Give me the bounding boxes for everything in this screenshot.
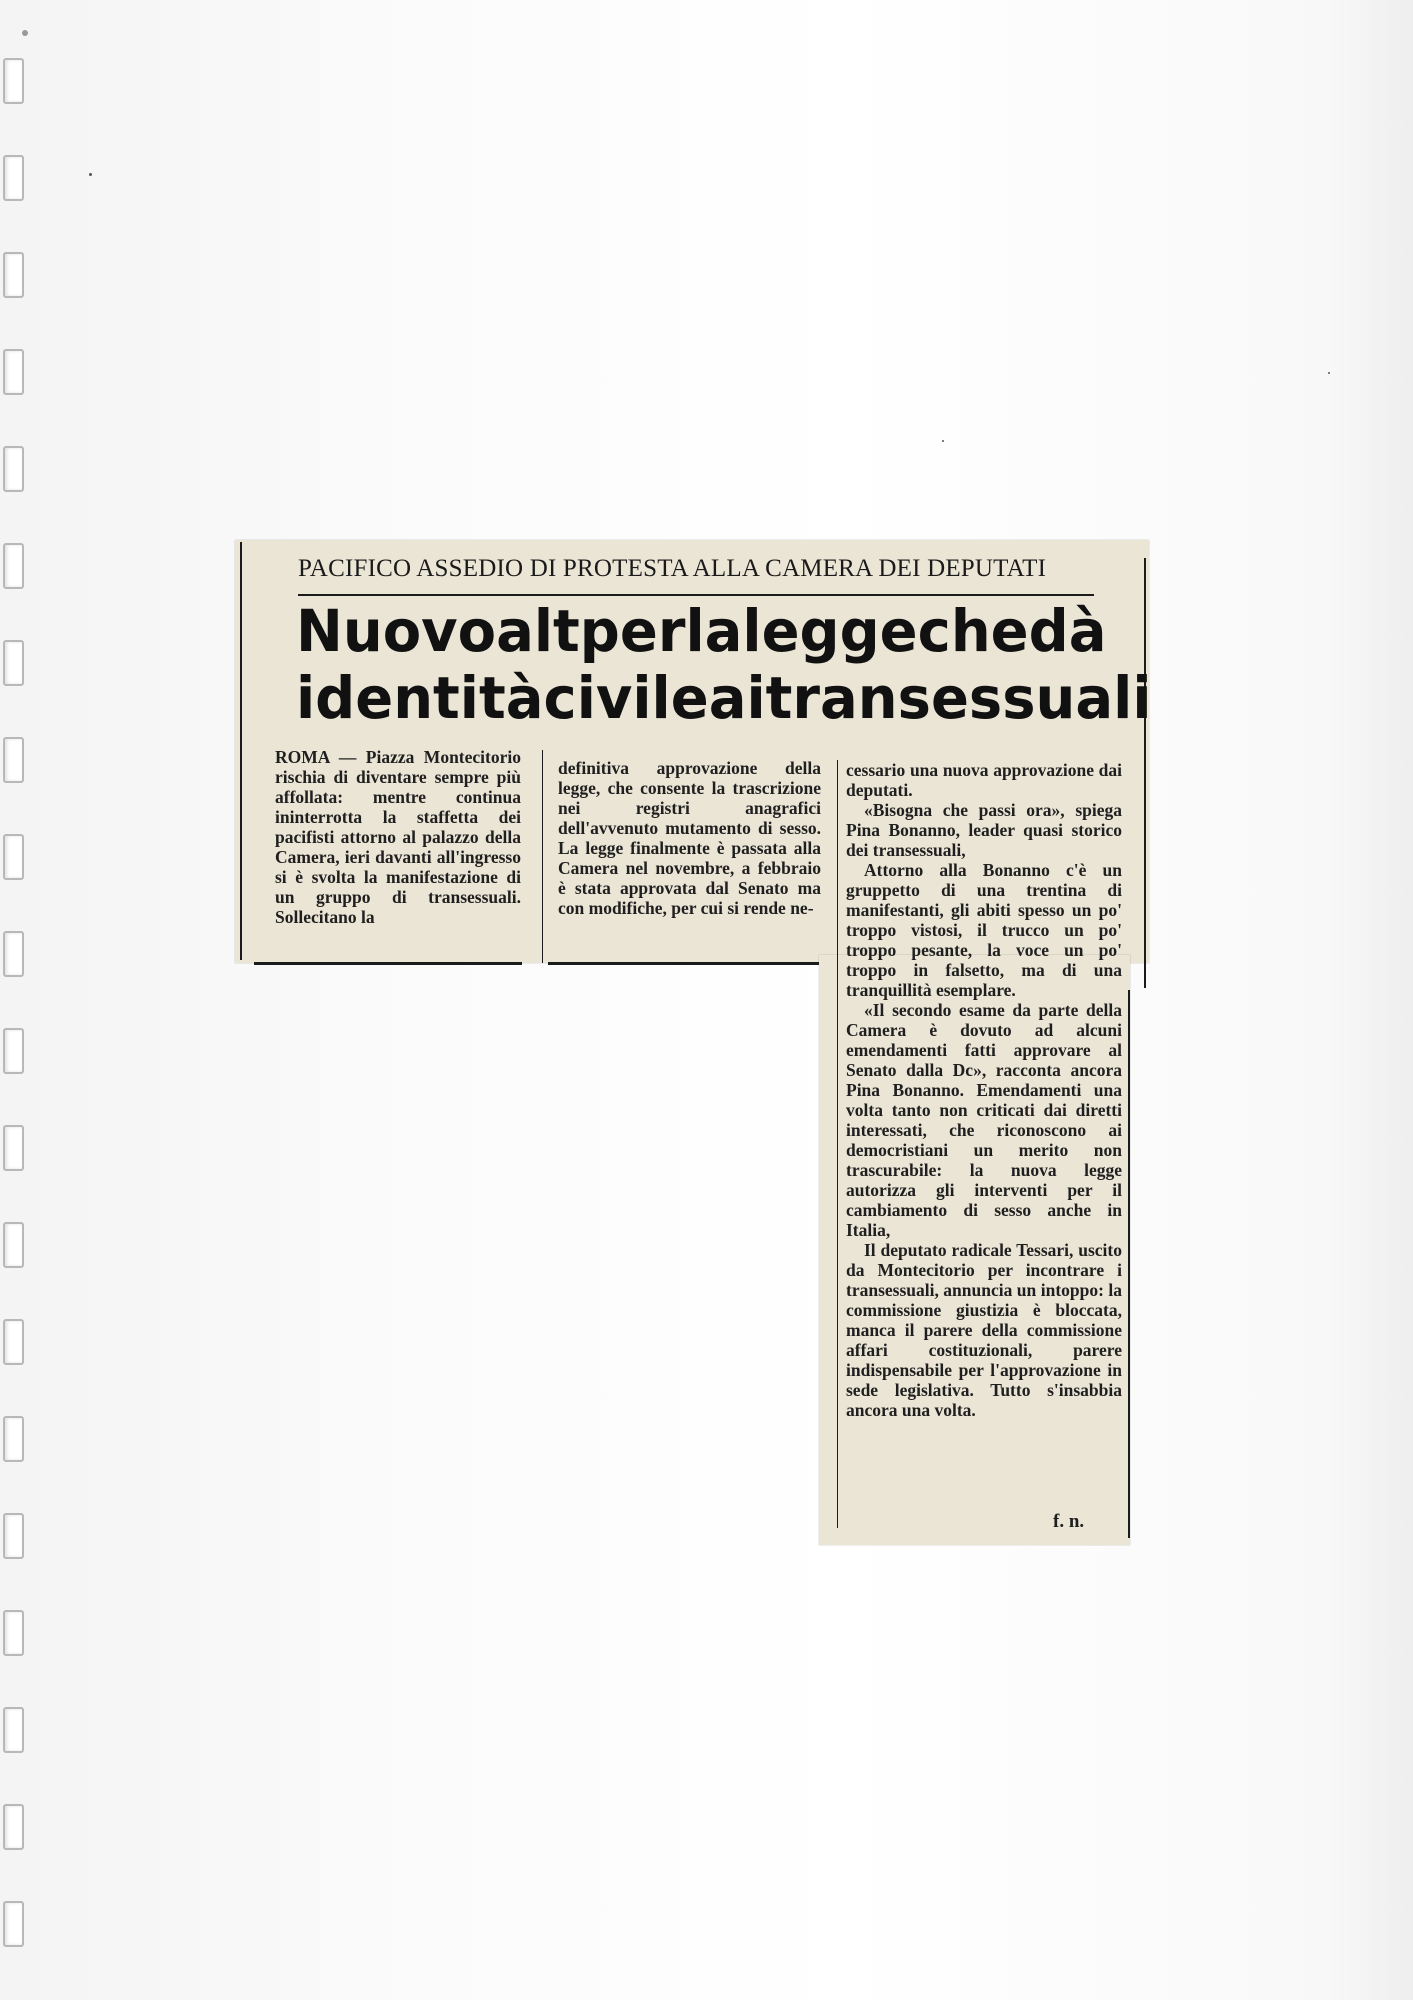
right-border-rule-lower bbox=[1128, 990, 1130, 1538]
binder-hole bbox=[3, 1028, 24, 1074]
column-divider bbox=[542, 750, 543, 963]
binder-hole bbox=[3, 349, 24, 395]
article-kicker: PACIFICO ASSEDIO DI PROTESTA ALLA CAMERA DEI DEPUTATI bbox=[298, 555, 1047, 582]
binder-hole bbox=[3, 543, 24, 589]
binder-hole bbox=[3, 834, 24, 880]
binder-hole bbox=[3, 1416, 24, 1462]
column-3-paragraph: «Il secondo esame da parte della Camera è dovuto ad alcuni emendamenti fatti approvare al Senato dalla Dc», racconta ancora Pina Bonanno. Emendamenti una volta tanto non criticati dai diretti interessati, che riconoscono ai democristiani un merito non trascurabile: la nuova legge autorizza gli interventi per il cambiamento di sesso anche in Italia, bbox=[846, 1000, 1122, 1240]
column-3-paragraph: «Bisogna che passi ora», spiega Pina Bonanno, leader quasi storico dei transessuali, bbox=[846, 800, 1122, 860]
headline-word: ai bbox=[708, 664, 766, 732]
binder-hole bbox=[3, 155, 24, 201]
headline-word: transessuali bbox=[765, 664, 1152, 732]
article-headline bbox=[296, 597, 1152, 732]
binder-hole bbox=[3, 1513, 24, 1559]
column-3-paragraph: Attorno alla Bonanno c'è un gruppetto di una trentina di manifestanti, gli abiti spesso un po' troppo vistosi, il trucco un po' troppo pesante, la voce un po' troppo in falsetto, ma di una tranquillità esemplare. bbox=[846, 860, 1122, 1000]
left-border-rule bbox=[240, 542, 242, 960]
binder-hole bbox=[3, 1707, 24, 1753]
author-initials: f. n. bbox=[1053, 1511, 1085, 1532]
binder-hole bbox=[3, 1901, 24, 1947]
article-column-1 bbox=[275, 747, 521, 927]
headline-word: dà bbox=[1028, 597, 1107, 665]
binder-hole bbox=[3, 931, 24, 977]
headline-word: che bbox=[917, 597, 1029, 665]
headline-word: alt bbox=[496, 597, 580, 665]
column-3-paragraph: Il deputato radicale Tessari, uscito da Montecitorio per incontrare i transessuali, annuncia un intoppo: la commissione giustizia è bloccata, manca il parere della commissione affari costituzionali, parere indispensabile per l'approvazione in sede legislativa. Tutto s'insabbia ancora una volta. bbox=[846, 1240, 1122, 1420]
binder-hole bbox=[3, 1319, 24, 1365]
binder-hole bbox=[3, 446, 24, 492]
headline-word: legge bbox=[742, 597, 918, 665]
headline-word: per bbox=[579, 597, 686, 665]
article-column-3 bbox=[846, 760, 1122, 1420]
binder-hole bbox=[3, 737, 24, 783]
bottom-rule-col2 bbox=[548, 962, 819, 965]
headline-word: la bbox=[685, 597, 743, 665]
binder-hole bbox=[3, 1804, 24, 1850]
binder-hole bbox=[3, 1610, 24, 1656]
headline-line-2 bbox=[296, 664, 1152, 732]
binder-hole bbox=[3, 252, 24, 298]
column-2-paragraph: definitiva approvazione della legge, che consente la trascrizione nei registri anagrafici dell'avvenuto mutamento di sesso. La legge finalmente è passata alla Camera nel novembre, a febbraio è stata approvata dal Senato ma con modifiche, per cui si rende ne- bbox=[558, 758, 821, 918]
bottom-rule-col1 bbox=[254, 962, 522, 965]
headline-word: Nuovo bbox=[296, 597, 497, 665]
headline-line-1 bbox=[296, 597, 1107, 665]
dust-speck bbox=[1328, 372, 1330, 374]
article-column-2 bbox=[558, 758, 821, 918]
binder-hole bbox=[3, 1125, 24, 1171]
binder-hole bbox=[3, 640, 24, 686]
binder-hole bbox=[3, 1222, 24, 1268]
dust-speck bbox=[89, 173, 92, 176]
kicker-underline bbox=[298, 594, 1094, 596]
dust-speck bbox=[22, 30, 28, 36]
column-divider bbox=[837, 760, 838, 1528]
dust-speck bbox=[942, 440, 944, 442]
right-border-rule bbox=[1144, 558, 1146, 988]
headline-word: identità bbox=[296, 664, 544, 732]
binder-hole bbox=[3, 58, 24, 104]
column-3-paragraph: cessario una nuova approvazione dai deputati. bbox=[846, 760, 1122, 800]
headline-word: civile bbox=[543, 664, 709, 732]
page-edge-shadow bbox=[1323, 0, 1413, 2000]
column-1-paragraph: ROMA — Piazza Montecitorio rischia di diventare sempre più affollata: mentre continua ininterrotta la staffetta dei pacifisti attorno al palazzo della Camera, ieri davanti all'ingresso si è svolta la manifestazione di un gruppo di transessuali. Sollecitano la bbox=[275, 747, 521, 927]
